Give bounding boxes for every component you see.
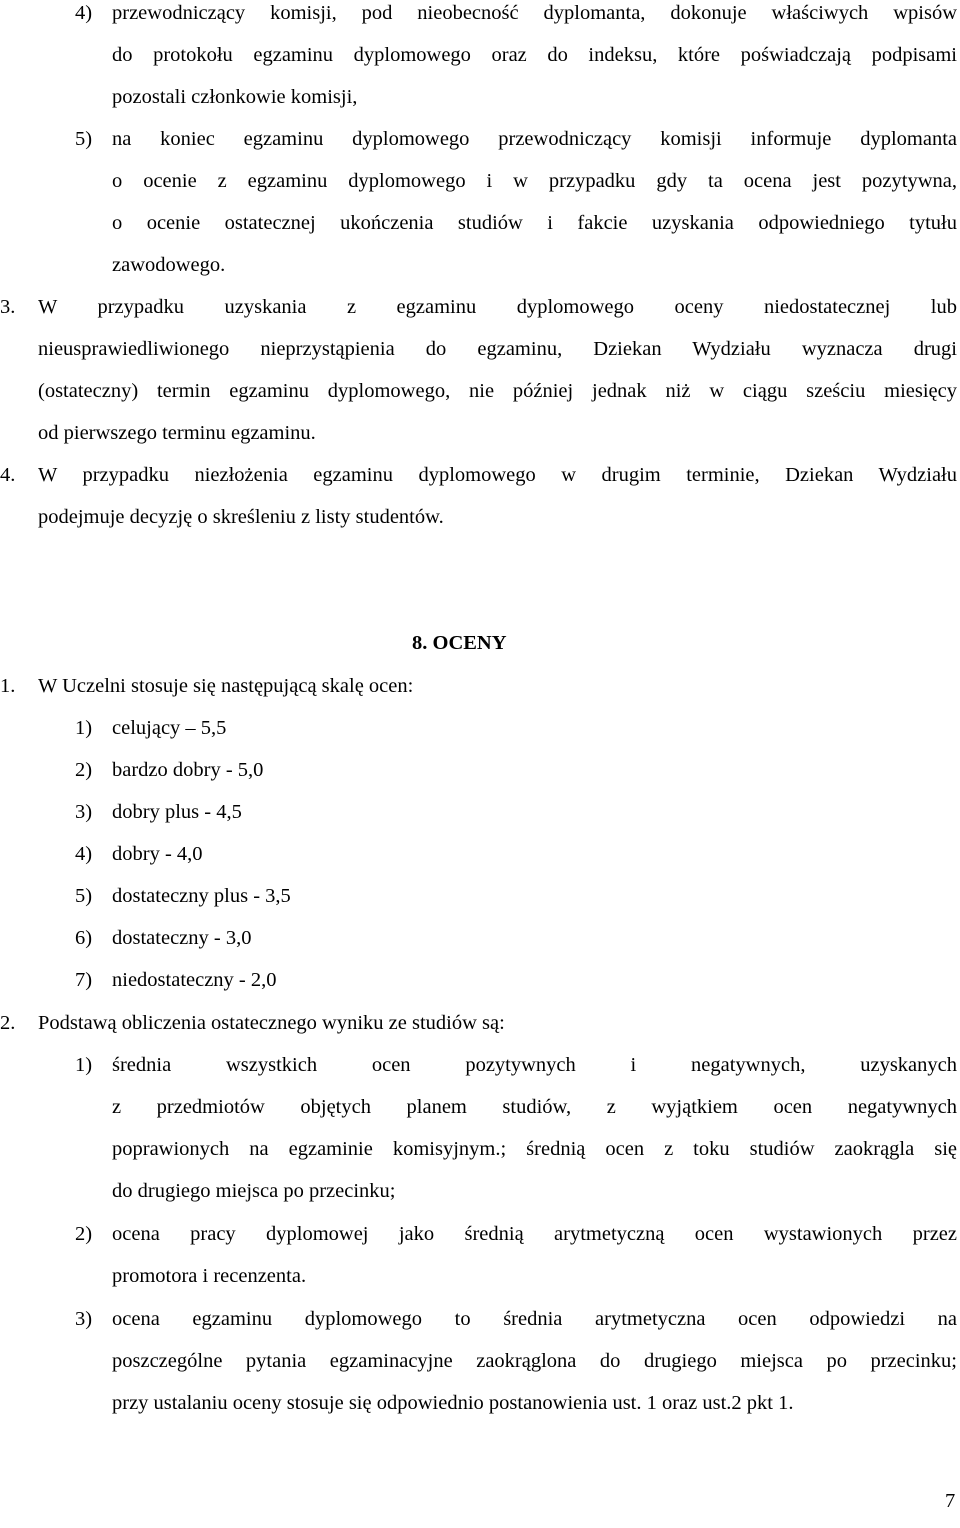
list-item-number: 5) [75,128,93,150]
paragraph-line: od pierwszego terminu egzaminu. [38,422,316,444]
result-item-line: z przedmiotów objętych planem studiów, z wyjątkiem ocen negatywnych [112,1096,957,1118]
grade-text: celujący – 5,5 [112,717,227,739]
grade-text: dobry plus - 4,5 [112,801,242,823]
list-item-line: do protokołu egzaminu dyplomowego oraz do indeksu, które poświadczają podpisami [112,44,957,66]
result-item-line: poprawionych na egzaminie komisyjnym.; średnią ocen z toku studiów zaokrągla się [112,1138,957,1160]
paragraph-line: W przypadku uzyskania z egzaminu dyplomowego oceny niedostatecznej lub [38,296,957,318]
list-item-line: przewodniczący komisji, pod nieobecność dyplomanta, dokonuje właściwych wpisów [112,2,957,24]
result-item-line: poszczególne pytania egzaminacyjne zaokrąglona do drugiego miejsca po przecinku; [112,1350,957,1372]
result-item-number: 3) [75,1308,93,1330]
grade-number: 1) [75,717,93,739]
result-item-number: 1) [75,1054,93,1076]
grade-number: 2) [75,759,93,781]
grade-number: 4) [75,843,93,865]
grade-number: 5) [75,885,93,907]
page-number: 7 [945,1490,956,1512]
grade-number: 3) [75,801,93,823]
grade-text: dostateczny plus - 3,5 [112,885,291,907]
grade-text: dobry - 4,0 [112,843,203,865]
paragraph-line: nieusprawiedliwionego nieprzystąpienia do egzaminu, Dziekan Wydziału wyznacza drugi [38,338,957,360]
result-item-line: ocena pracy dyplomowej jako średnią arytmetyczną ocen wystawionych przez [112,1223,957,1245]
grade-number: 6) [75,927,93,949]
point-number: 1. [0,675,16,697]
result-item-line: średnia wszystkich ocen pozytywnych i negatywnych, uzyskanych [112,1054,957,1076]
section-heading: 8. OCENY [412,632,507,654]
point-number: 2. [0,1012,16,1034]
paragraph-line: podejmuje decyzję o skreśleniu z listy studentów. [38,506,444,528]
list-item-line: o ocenie z egzaminu dyplomowego i w przypadku gdy ta ocena jest pozytywna, [112,170,957,192]
grade-text: niedostateczny - 2,0 [112,969,277,991]
list-item-line: zawodowego. [112,254,226,276]
paragraph-number: 4. [0,464,16,486]
paragraph-line: W przypadku niezłożenia egzaminu dyplomowego w drugim terminie, Dziekan Wydziału [38,464,957,486]
paragraph-line: (ostateczny) termin egzaminu dyplomowego, nie później jednak niż w ciągu sześciu miesięcy [38,380,957,402]
result-item-line: promotora i recenzenta. [112,1265,307,1287]
list-item-number: 4) [75,2,93,24]
grade-text: dostateczny - 3,0 [112,927,252,949]
grade-number: 7) [75,969,93,991]
list-item-line: pozostali członkowie komisji, [112,86,358,108]
result-item-line: przy ustalaniu oceny stosuje się odpowiednio postanowienia ust. 1 oraz ust.2 pkt 1. [112,1392,794,1414]
list-item-line: na koniec egzaminu dyplomowego przewodniczący komisji informuje dyplomanta [112,128,957,150]
point-text: W Uczelni stosuje się następującą skalę ocen: [38,675,414,697]
result-item-line: ocena egzaminu dyplomowego to średnia arytmetyczna ocen odpowiedzi na [112,1308,957,1330]
point-text: Podstawą obliczenia ostatecznego wyniku ze studiów są: [38,1012,505,1034]
list-item-line: o ocenie ostatecznej ukończenia studiów i fakcie uzyskania odpowiedniego tytułu [112,212,957,234]
result-item-line: do drugiego miejsca po przecinku; [112,1180,396,1202]
result-item-number: 2) [75,1223,93,1245]
paragraph-number: 3. [0,296,16,318]
grade-text: bardzo dobry - 5,0 [112,759,264,781]
